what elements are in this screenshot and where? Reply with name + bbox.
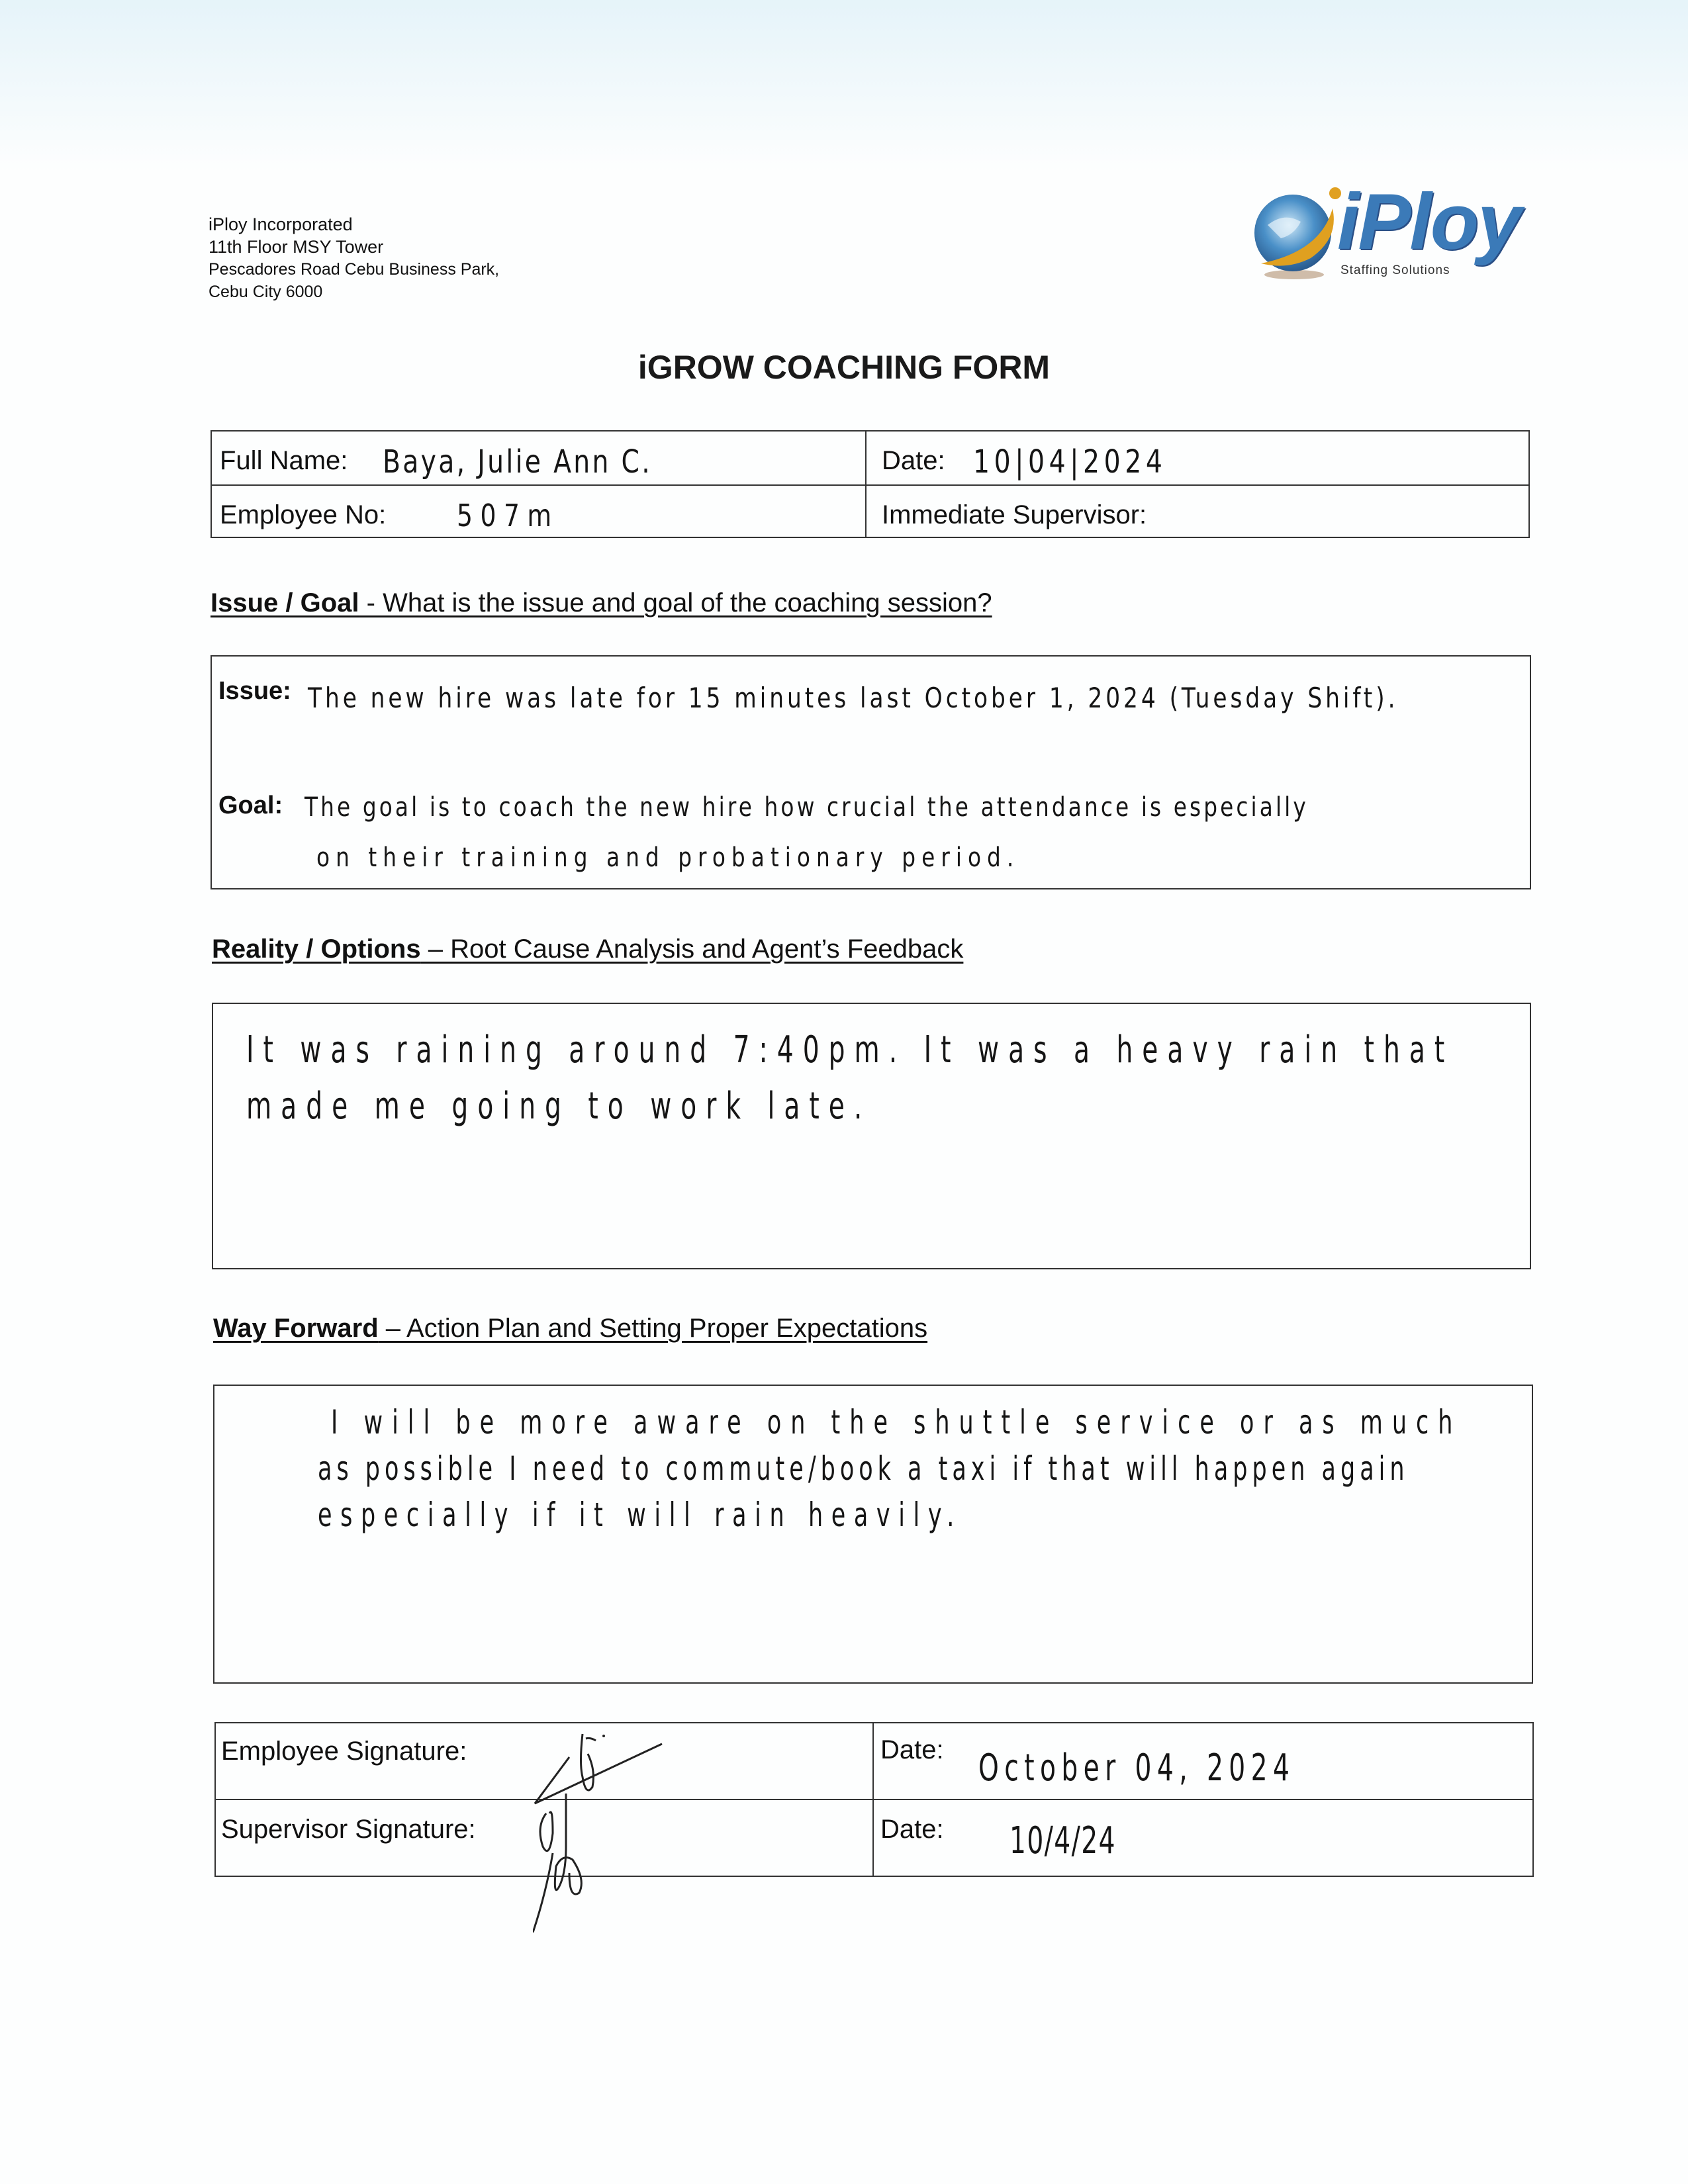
way-forward-line-2[interactable]: as possible I need to commute/book a taxi if that will happen again bbox=[318, 1449, 1409, 1488]
issue-goal-heading-bold: Issue / Goal bbox=[211, 588, 359, 617]
reality-options-heading bbox=[212, 933, 963, 965]
employee-no-value[interactable]: 507m bbox=[457, 498, 559, 533]
date-label: Date: bbox=[882, 446, 945, 475]
issue-label: Issue: bbox=[218, 677, 291, 705]
employee-info-divider bbox=[211, 484, 1530, 486]
goal-label: Goal: bbox=[218, 792, 283, 819]
goal-line-2[interactable]: on their training and probationary period. bbox=[316, 842, 1020, 873]
address-line-2: Pescadores Road Cebu Business Park, bbox=[209, 260, 500, 279]
date-value[interactable]: 10|04|2024 bbox=[973, 443, 1167, 480]
reality-options-heading-bold: Reality / Options bbox=[212, 934, 421, 964]
way-forward-line-3[interactable]: especially if it will rain heavily. bbox=[318, 1496, 962, 1534]
way-forward-line-1[interactable]: I will be more aware on the shuttle service or as much bbox=[331, 1403, 1462, 1441]
way-forward-heading bbox=[213, 1312, 927, 1344]
logo-tagline: Staffing Solutions bbox=[1340, 263, 1450, 277]
way-forward-heading-bold: Way Forward bbox=[213, 1314, 379, 1343]
company-address bbox=[209, 213, 499, 303]
issue-goal-heading-rest: - What is the issue and goal of the coaching session? bbox=[359, 588, 992, 617]
full-name-value[interactable]: Baya, Julie Ann C. bbox=[383, 443, 653, 480]
address-line-1: 11th Floor MSY Tower bbox=[209, 237, 384, 257]
signature-table-column-divider bbox=[872, 1722, 874, 1877]
way-forward-heading-rest: – Action Plan and Setting Proper Expectations bbox=[378, 1314, 928, 1343]
reality-options-heading-rest: – Root Cause Analysis and Agent’s Feedback bbox=[420, 934, 964, 964]
logo-brand-text: iPloy bbox=[1337, 177, 1521, 266]
employee-date-value[interactable]: October 04, 2024 bbox=[978, 1747, 1295, 1790]
employee-info-column-divider bbox=[865, 430, 867, 538]
supervisor-date-value[interactable]: 10/4/24 bbox=[1009, 1819, 1116, 1862]
full-name-label: Full Name: bbox=[220, 446, 348, 475]
reality-line-2[interactable]: made me going to work late. bbox=[246, 1085, 872, 1128]
globe-icon bbox=[1248, 185, 1347, 281]
supervisor-signature bbox=[533, 1794, 612, 1933]
iploy-logo bbox=[1248, 177, 1521, 281]
employee-no-label: Employee No: bbox=[220, 500, 387, 529]
supervisor-date-label: Date: bbox=[880, 1815, 944, 1844]
scan-background-tint bbox=[0, 0, 1688, 172]
issue-goal-heading bbox=[211, 587, 992, 619]
form-title: iGROW COACHING FORM bbox=[637, 349, 1051, 386]
employee-date-label: Date: bbox=[880, 1735, 944, 1764]
reality-line-1[interactable]: It was raining around 7:40pm. It was a heavy rain that bbox=[246, 1028, 1454, 1071]
employee-signature-label: Employee Signature: bbox=[221, 1737, 467, 1766]
supervisor-signature-label: Supervisor Signature: bbox=[221, 1815, 476, 1844]
issue-text[interactable]: The new hire was late for 15 minutes last October 1, 2024 (Tuesday Shift). bbox=[308, 682, 1399, 714]
address-line-3: Cebu City 6000 bbox=[209, 283, 323, 301]
goal-line-1[interactable]: The goal is to coach the new hire how crucial the attendance is especially bbox=[305, 792, 1309, 823]
signature-table-divider bbox=[214, 1799, 1534, 1800]
company-name: iPloy Incorporated bbox=[209, 214, 353, 234]
immediate-supervisor-label: Immediate Supervisor: bbox=[882, 500, 1147, 529]
